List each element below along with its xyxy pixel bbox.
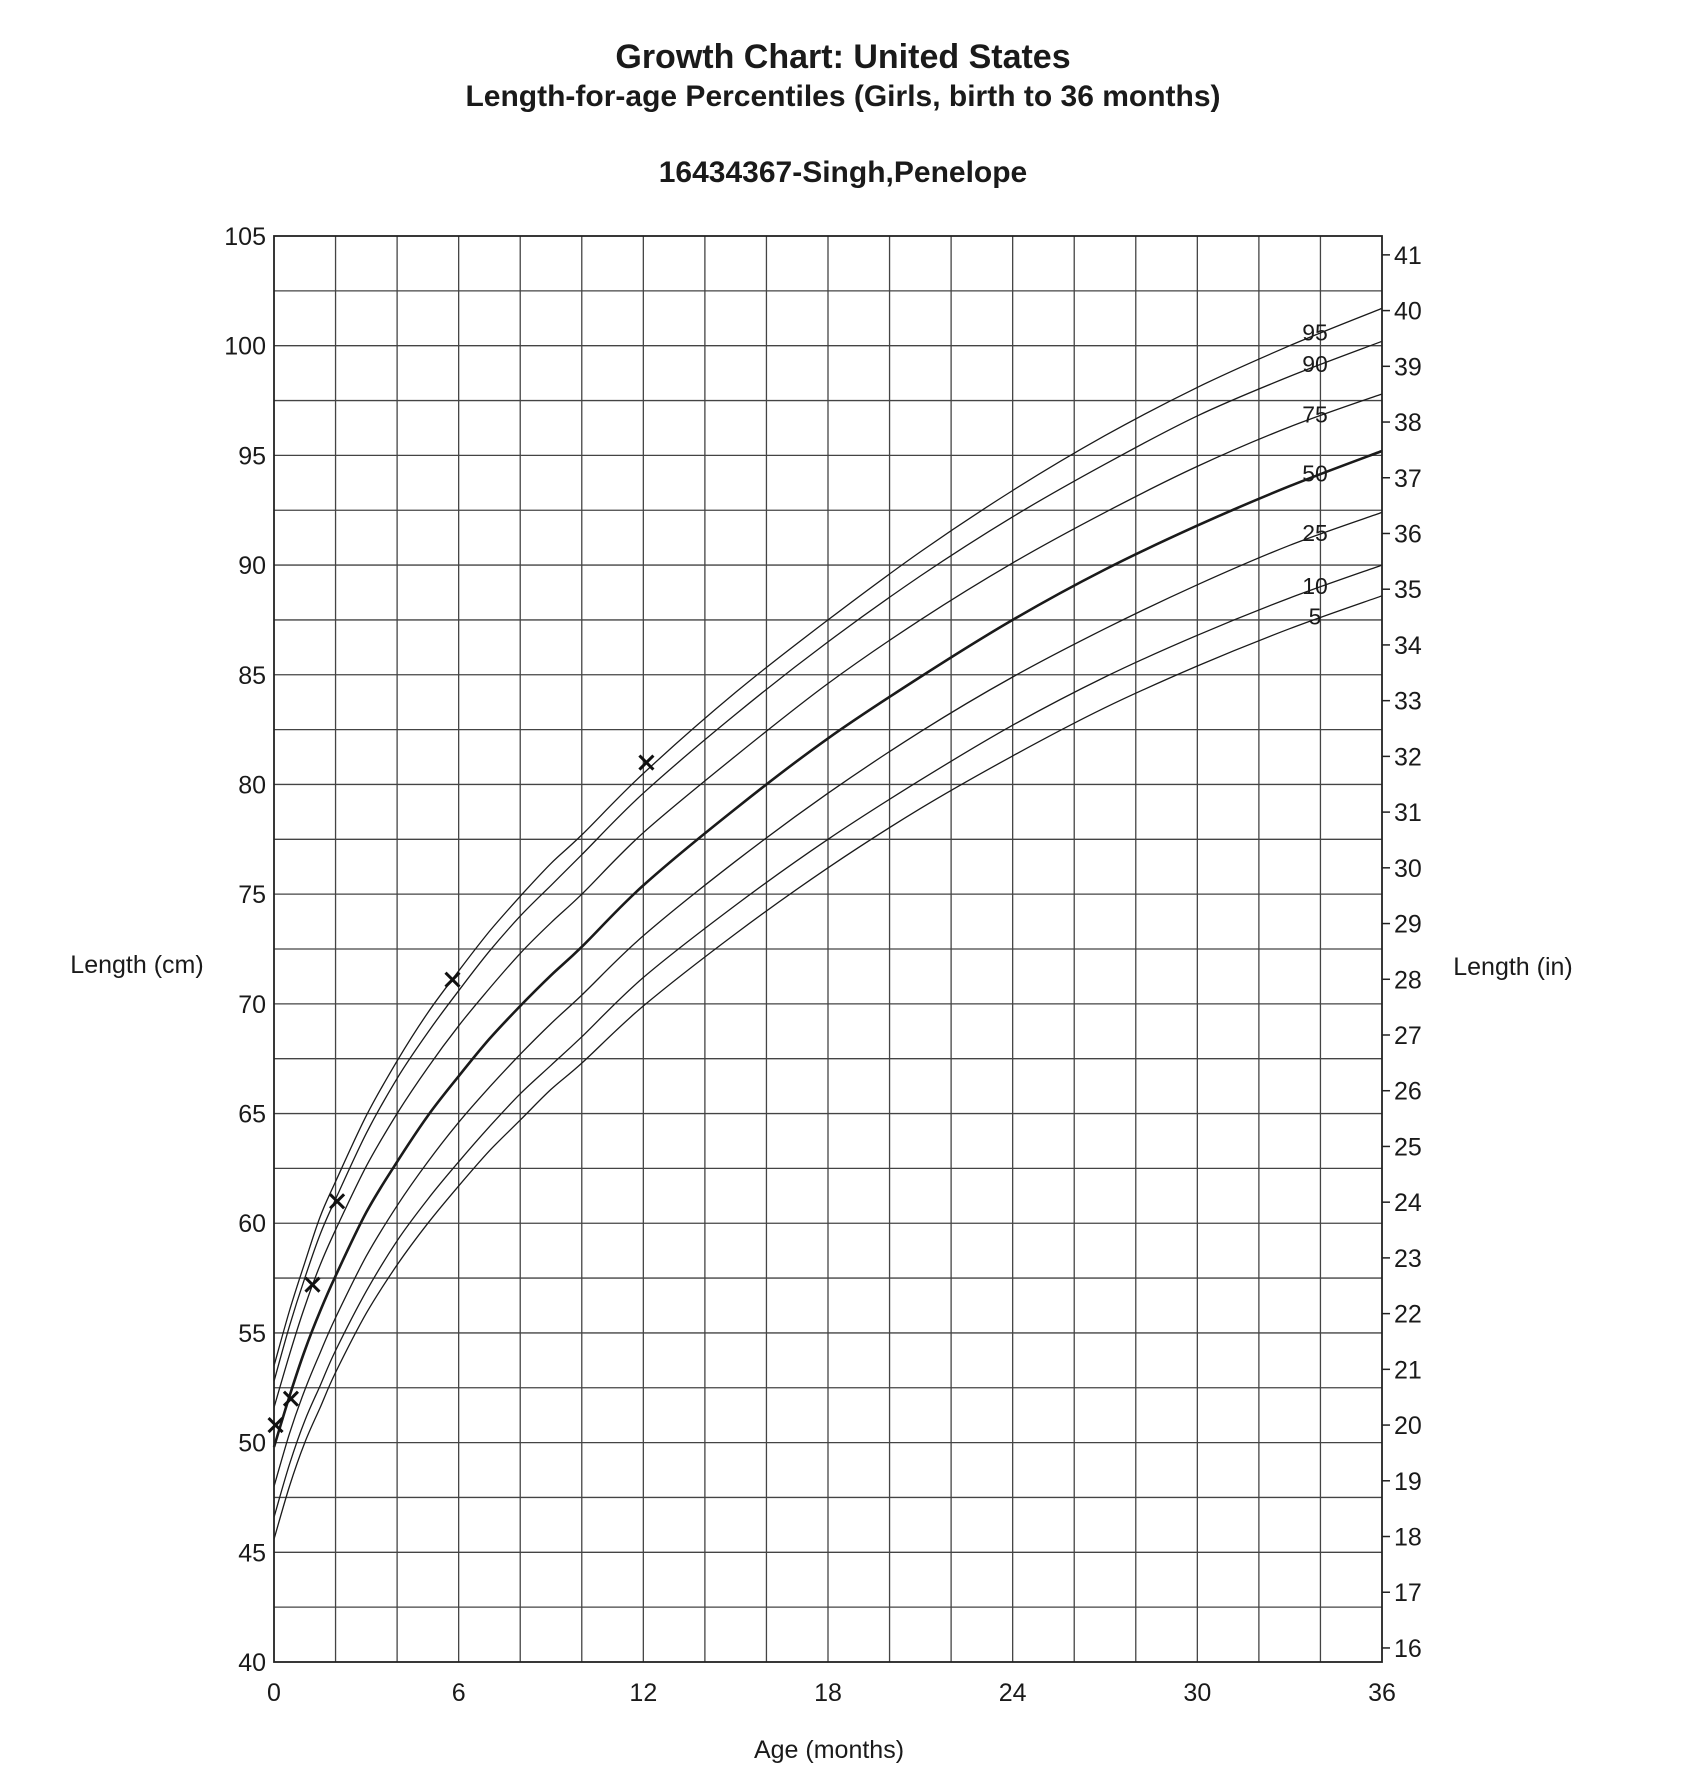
percentile-label-75: 75 xyxy=(1302,401,1328,428)
y-tick-label-left: 70 xyxy=(238,990,266,1019)
percentile-label-90: 90 xyxy=(1302,350,1328,377)
y-tick-label-right: 16 xyxy=(1394,1634,1422,1663)
y-tick-label-left: 50 xyxy=(238,1429,266,1458)
y-axis-label-right: Length (in) xyxy=(1453,953,1573,981)
chart-subtitle: Length-for-age Percentiles (Girls, birth to 36 months) xyxy=(465,80,1221,113)
y-tick-label-left: 85 xyxy=(238,661,266,690)
x-tick-label: 0 xyxy=(267,1679,281,1707)
percentile-label-25: 25 xyxy=(1302,519,1328,546)
y-tick-label-right: 36 xyxy=(1394,520,1422,549)
grid xyxy=(274,236,1382,1662)
y-tick-label-right: 28 xyxy=(1394,966,1422,995)
measurement-marker xyxy=(446,973,460,987)
y-tick-label-right: 24 xyxy=(1394,1189,1422,1218)
x-tick-label: 6 xyxy=(451,1679,466,1707)
y-axis-label-left: Length (cm) xyxy=(70,951,204,979)
tick-labels xyxy=(224,223,1422,1707)
chart-title: Growth Chart: United States xyxy=(615,38,1071,76)
y-tick-label-left: 55 xyxy=(238,1319,266,1348)
x-tick-label: 30 xyxy=(1183,1679,1212,1707)
y-tick-label-right: 35 xyxy=(1394,576,1422,605)
y-tick-label-left: 40 xyxy=(238,1649,266,1677)
percentile-label-5: 5 xyxy=(1308,603,1322,630)
y-tick-label-left: 90 xyxy=(238,552,266,581)
y-tick-label-right: 25 xyxy=(1394,1133,1422,1162)
y-tick-label-right: 40 xyxy=(1394,297,1422,326)
y-tick-label-left: 75 xyxy=(238,881,266,910)
y-tick-label-right: 39 xyxy=(1394,353,1422,382)
y-tick-label-right: 32 xyxy=(1394,743,1422,772)
percentile-label-50: 50 xyxy=(1302,460,1328,487)
y-tick-label-left: 65 xyxy=(238,1100,266,1129)
y-tick-label-right: 34 xyxy=(1394,631,1422,660)
x-tick-label: 18 xyxy=(814,1679,842,1707)
y-tick-label-left: 80 xyxy=(238,771,266,800)
y-tick-label-right: 22 xyxy=(1394,1300,1422,1329)
y-tick-label-right: 30 xyxy=(1394,854,1422,883)
y-tick-label-left: 100 xyxy=(224,332,266,361)
y-tick-label-right: 20 xyxy=(1394,1412,1422,1441)
y-tick-label-left: 60 xyxy=(238,1210,266,1239)
y-tick-label-right: 27 xyxy=(1394,1021,1422,1050)
y-tick-label-right: 41 xyxy=(1394,241,1422,270)
y-tick-label-left: 105 xyxy=(224,223,266,251)
y-tick-label-right: 18 xyxy=(1394,1523,1422,1552)
x-tick-label: 24 xyxy=(998,1679,1027,1707)
y-tick-label-right: 21 xyxy=(1394,1356,1422,1385)
percentile-labels xyxy=(1302,320,1328,630)
y-tick-label-right: 38 xyxy=(1394,409,1422,438)
y-tick-label-right: 19 xyxy=(1394,1467,1422,1496)
percentile-label-95: 95 xyxy=(1302,319,1328,346)
x-axis-label: Age (months) xyxy=(753,1736,905,1764)
percentile-label-10: 10 xyxy=(1302,572,1328,599)
x-tick-label: 36 xyxy=(1368,1679,1396,1707)
y-tick-label-right: 33 xyxy=(1394,687,1422,716)
patient-name: 16434367-Singh,Penelope xyxy=(658,156,1028,189)
y-tick-label-left: 45 xyxy=(238,1539,266,1568)
y-tick-label-right: 23 xyxy=(1394,1244,1422,1273)
y-tick-label-right: 29 xyxy=(1394,910,1422,939)
measurement-markers xyxy=(269,756,654,1433)
measurement-marker xyxy=(639,756,653,770)
x-tick-label: 12 xyxy=(629,1679,658,1707)
y-tick-label-right: 31 xyxy=(1394,799,1422,828)
y-tick-label-right: 17 xyxy=(1394,1579,1422,1608)
y-tick-label-left: 95 xyxy=(238,442,266,471)
measurement-marker xyxy=(305,1278,319,1292)
y-tick-label-right: 26 xyxy=(1394,1077,1422,1106)
y-tick-label-right: 37 xyxy=(1394,464,1422,493)
